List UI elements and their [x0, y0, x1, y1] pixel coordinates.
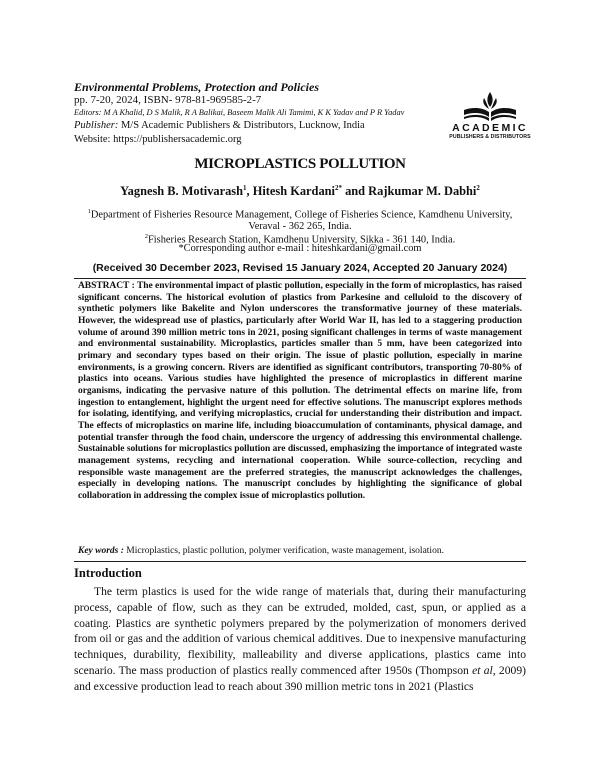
affiliation-2-sup: 2: [144, 233, 148, 240]
logo-subtitle: PUBLISHERS & DISTRIBUTORS: [449, 134, 531, 140]
author-3-sup: 2: [476, 184, 480, 192]
publisher-line: [74, 119, 454, 133]
logo-name: ACADEMIC: [452, 122, 528, 134]
abstract-text: The environmental impact of plastic pollution, especially in the form of microplastics, has raised significant concerns. The historical evolution of plastics from Parkesine and celluloid to the discovery of synthetic polymers like Bakelite and Nylon underscores the transformative journey of these materials. However, the widespread use of plastics, particularly after World War II, has led to a staggering production volume of around 390 million metric tons in 2021, posing significant challenges in terms of waste management and environmental sustainability. Microplastics, particles smaller than 5 mm, have been categorized into primary and secondary types based on their origin. The issue of plastic pollution, especially in marine environments, is a growing concern. Rivers are identified as significant contributors, transporting 70-80% of plastics into oceans. Various studies have highlighted the presence of microplastics in different marine organisms, indicating the pervasive nature of this pollution. The detrimental effects on marine life, from ingestion to entanglement, highlight the urgent need for effective solutions. The manuscript explores methods for isolating, identifying, and verifying microplastics, crucial for understanding their distribution and impact. The effects of microplastics on marine life, including bioaccumulation of contaminants, physical damage, and potential transfer through the food chain, underscore the urgency of addressing this environmental challenge. Sustainable solutions for microplastics pollution are discussed, emphasizing the importance of integrated waste management systems, recycling and international cooperation. While source-collection, recycling and responsible waste management are the preferred strategies, the manuscript acknowledges the challenges, especially in developing nations. The manuscript concludes by highlighting the significance of global collaboration in addressing the complex issue of microplastics pollution.: [78, 281, 522, 501]
author-separator-1: ,: [246, 184, 253, 199]
intro-et-al: et al: [472, 663, 493, 677]
keywords-text: Microplastics, plastic pollution, polymer verification, waste management, isolation.: [126, 546, 444, 556]
author-1-sup: 1: [243, 184, 247, 192]
author-3: Rajkumar M. Dabhi: [368, 184, 477, 199]
abstract-top-rule: [74, 278, 526, 279]
abstract: [78, 281, 522, 502]
publisher-label: Publisher:: [74, 120, 119, 131]
intro-text-1: The term plastics is used for the wide range of materials that, during their manufacturing process, capable of flow, such as they can be extruded, molded, cast, spun, or applied as a coating. Plastics are synthetic polymers prepared by the polymerization of monomers derived from oil or gas and the addition of various chemical additives. Due to inexpensive manufacturing techniques, durability, flexibility, malleability and diverse applications, plastics came into scenario. The mass production of plastics really commenced after 1950s (Thompson: [74, 585, 526, 677]
introduction-paragraph: [74, 584, 526, 695]
abstract-bottom-rule: [74, 561, 526, 562]
abstract-label: ABSTRACT :: [78, 281, 137, 291]
website-line: Website: https://publishersacademic.org: [74, 134, 242, 145]
publisher-name: M/S Academic Publishers & Distributors, Lucknow, India: [120, 120, 365, 131]
affiliation-2-text: Fisheries Research Station, Kamdhenu University, Sikka - 361 140, India.: [148, 234, 456, 246]
received-dates: (Received 30 December 2023, Revised 15 January 2024, Accepted 20 January 2024): [92, 262, 508, 274]
editors-names: M A Khalid, D S Malik, R A Balikai, Baseem Malik Ali Tamimi, K K Yadav and P R Yadav: [103, 108, 405, 117]
affiliation-1-text: Department of Fisheries Resource Management, College of Fisheries Science, Kamdhenu University, Veraval - 362 265, India.: [90, 209, 513, 233]
corresponding-author: *Corresponding author e-mail : hiteshkardani@gmail.com: [178, 243, 422, 254]
author-list: [0, 184, 600, 199]
editors-label: Editors:: [74, 108, 102, 117]
intro-text-2: , 2009) and excessive production lead to reach about 390 million metric tons in 2021 (Plastics: [74, 663, 526, 693]
editors-line: [74, 107, 454, 119]
book-title: Environmental Problems, Protection and Policies: [74, 80, 320, 94]
publisher-logo: [440, 88, 540, 146]
citation-header: [74, 80, 454, 147]
affiliation-1: [74, 206, 526, 233]
author-2-sup: 2*: [334, 184, 342, 192]
article-title: MICROPLASTICS POLLUTION: [194, 156, 406, 172]
pages-isbn: pp. 7-20, 2024, ISBN- 978-81-969585-2-7: [74, 94, 262, 106]
author-separator-2: and: [341, 184, 369, 199]
affiliation-1-sup: 1: [87, 208, 91, 215]
keywords: [78, 545, 528, 557]
author-2: Hitesh Kardani: [252, 184, 335, 199]
author-1: Yagnesh B. Motivarash: [120, 184, 243, 199]
introduction-heading: Introduction: [74, 566, 142, 580]
keywords-label: Key words :: [78, 546, 127, 556]
open-book-flame-icon: [460, 88, 520, 122]
